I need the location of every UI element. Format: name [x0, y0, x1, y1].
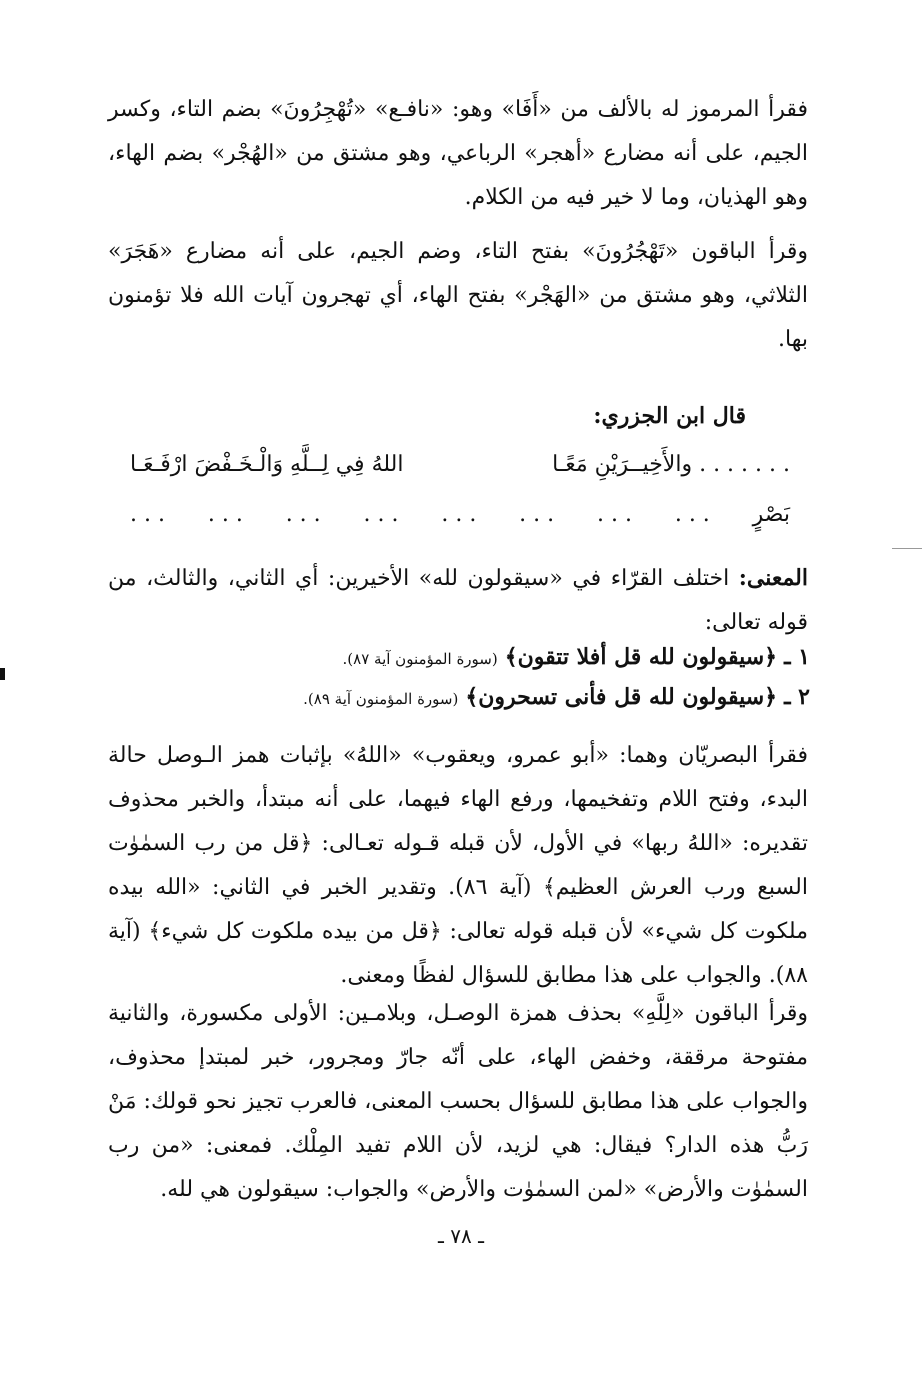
poem-line-1-first-hemistich: . . . . . . . والأَخِيــرَيْنِ مَعًـا [552, 452, 790, 477]
paragraph-4: وقرأ الباقون «لِلَّهِ» بحذف همزة الوصـل، وبلامـين: الأولى مكسورة، والثانية مفتوحة مرققة، وخفض الهاء، على أنّه جارّ ومجرور، خبر لمبتدإ محذوف، والجواب على هذا مطابق للسؤال بحسب المعنى، فالعرب تجيز نحو قولك: مَنْ رَبُّ هذه الدار؟ فيقال: هي لزيد، لأن اللام تفيد المِلْك. فمعنى: «من رب السمٰوٰت والأرض» «لمن السمٰوٰت والأرض» والجواب: سيقولون هي لله. [108, 1001, 808, 1202]
poem-heading: قال ابن الجزري: [593, 403, 746, 429]
poem-line-2-dots: . . . [597, 502, 632, 527]
paragraph-2: وقرأ الباقون «تَهْجُرُونَ» بفتح التاء، وضم الجيم، على أنه مضارع «هَجَرَ» الثلاثي، وهو مشتق من «الهَجْر» بفتح الهاء، أي تهجرون آيات الله فلا تؤمنون بها. [108, 239, 808, 352]
poem-line-2-dots: . . . [519, 502, 555, 527]
list-item-reference: (سورة المؤمنون آية ٨٧). [342, 650, 498, 668]
list-item-ayah: ﴿سيقولون لله قل فأنى تسحرون﴾ [465, 684, 778, 710]
meaning-paragraph [108, 556, 808, 645]
margin-mark [0, 668, 5, 680]
poem-line-2-dots: . . . [674, 502, 710, 527]
list-item-ayah: ﴿سيقولون لله قل أفلا تتقون﴾ [504, 644, 778, 670]
list-item-number: ٢ ـ [784, 684, 810, 710]
page-number: ـ ٧٨ ـ [438, 1224, 484, 1248]
poem-line-1-second-hemistich: اللهُ فِي لِــلَّهِ وَالْـخَـفْضَ ارْفَـعَـا [130, 452, 404, 477]
list-item-number: ١ ـ [784, 644, 810, 670]
poem-line-2-word: بَصْرٍ [752, 502, 790, 527]
poem-line-2-dots: . . . [285, 502, 321, 527]
list-item-reference: (سورة المؤمنون آية ٨٩). [303, 690, 459, 708]
margin-line [892, 548, 922, 549]
list-item [303, 684, 810, 710]
poem-line-2-dots: . . . [130, 502, 165, 527]
poem-line-2 [130, 502, 790, 527]
paragraph-1: فقرأ المرموز له بالألف من «أَفَا» وهو: «نافـع» «تُهْجِرُونَ» بضم التاء، وكسر الجيم، على أنه مضارع «أهجر» الرباعي، وهو مشتق من «الهُجْر» بضم الهاء، وهو الهذيان، وما لا خير فيه من الكلام. [108, 97, 808, 210]
paragraph-3: فقرأ البصريّان وهما: «أبو عمرو، ويعقوب» «اللهُ» بإثبات همز الـوصل حالة البدء، وفتح اللام وتفخيمها، ورفع الهاء فيهما، على أنه مبتدأ، والخبر محذوف تقديره: «اللهُ ربها» في الأول، لأن قبله قـوله تعـالى: ﴿قل من رب السمٰوٰت السبع ورب العرش العظيم﴾ (آية ٨٦). وتقدير الخبر في الثاني: «الله بيده ملكوت كل شيء» لأن قبله قوله تعالى: ﴿قل من بيده ملكوت كل شيء﴾ (آية ٨٨). والجواب على هذا مطابق للسؤال لفظًا ومعنى. [108, 743, 808, 988]
meaning-text: اختلف القرّاء في «سيقولون لله» الأخيرين: أي الثاني، والثالث، من قوله تعالى: [108, 566, 808, 635]
poem-line-2-dots: . . . [441, 502, 477, 527]
list-item [343, 644, 810, 670]
poem-line-2-dots: . . . [207, 502, 243, 527]
poem-line-1 [130, 452, 790, 477]
poem-line-2-dots: . . . [363, 502, 399, 527]
meaning-label: المعنى: [738, 565, 808, 591]
